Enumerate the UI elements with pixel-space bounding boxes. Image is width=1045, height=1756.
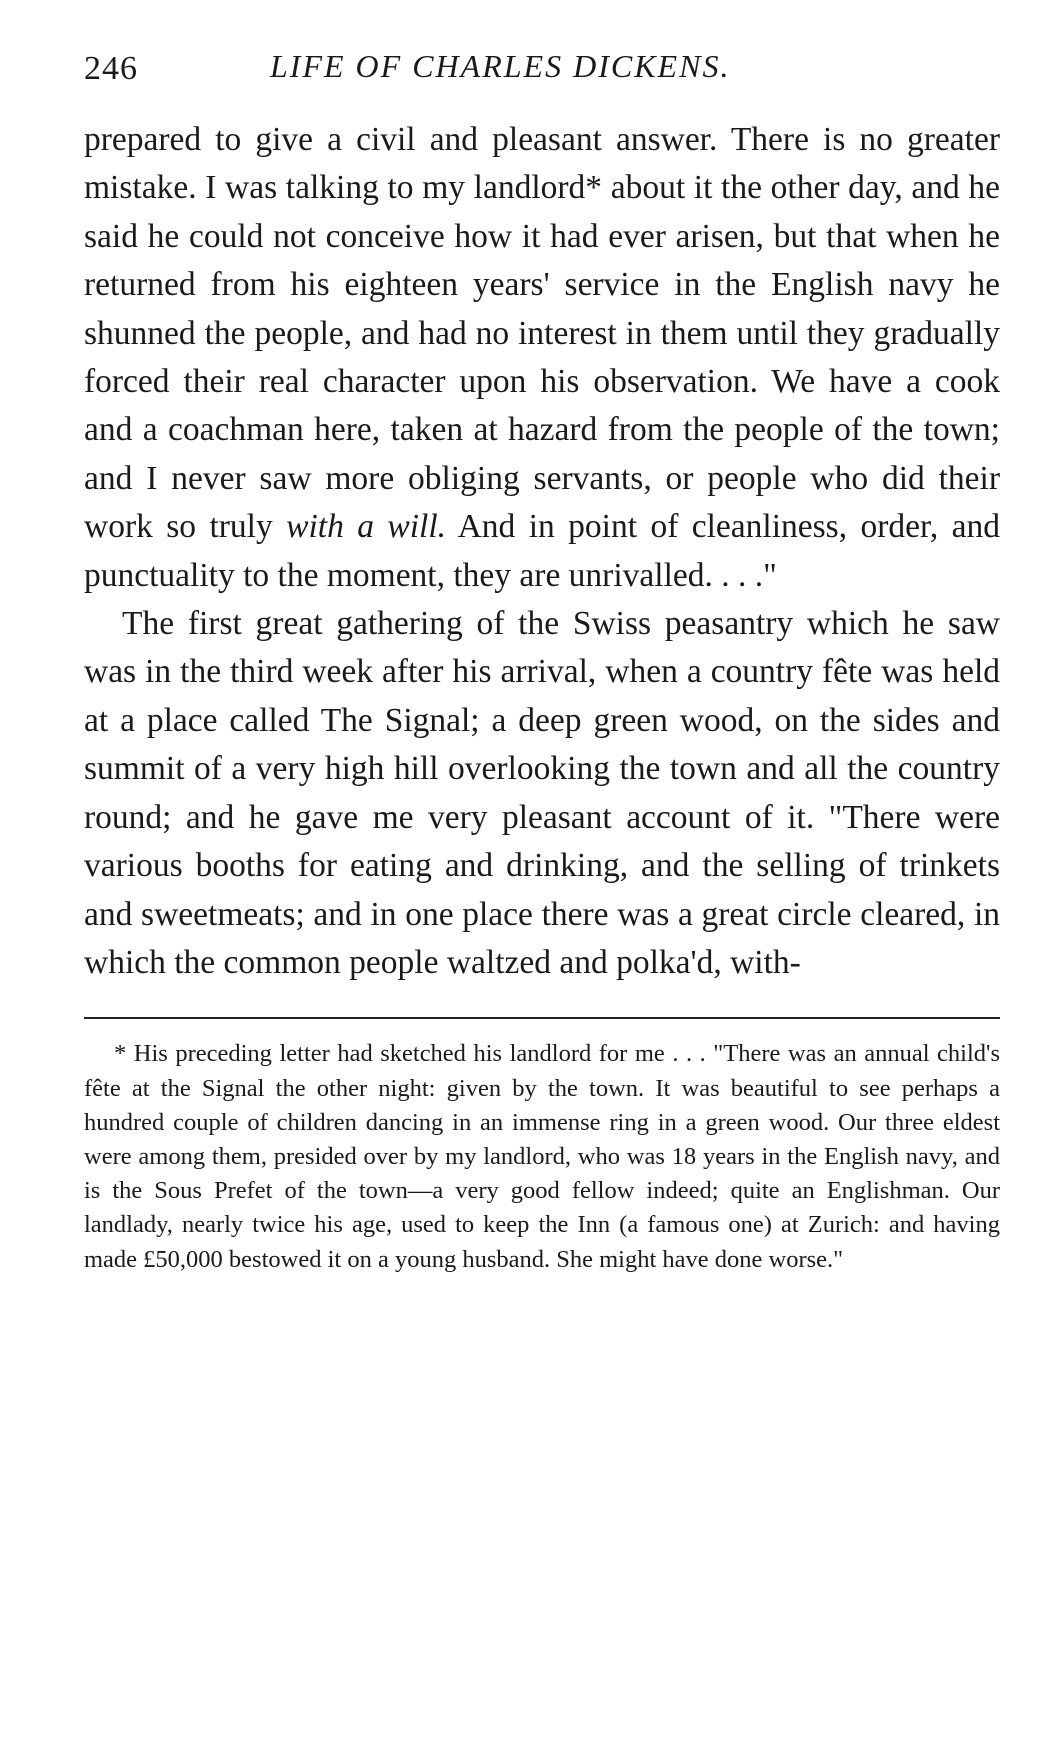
footnote-rule bbox=[84, 1017, 1000, 1019]
emphasis-text: with a will. bbox=[286, 508, 447, 546]
footnote: * His preceding letter had sketched his landlord for me . . . "There was an annual child's fête at the Signal the other night: given by the town. It was beautiful to see perhaps a hundred couple of children dancing in an immense ring in a green wood. Our three eldest were among them, presided over by my landlord, who was 18 years in the English navy, and is the Sous Prefet of the town—a very good fellow indeed; quite an Englishman. Our landlady, nearly twice his age, used to keep the Inn (a famous one) at Zurich: and having made £50,000 bestowed it on a young husband. She might have done worse." bbox=[84, 1040, 1000, 1273]
main-text bbox=[84, 116, 1000, 987]
paragraph-continued bbox=[84, 116, 1000, 600]
page-number: 246 bbox=[84, 50, 138, 87]
paragraph: The first great gathering of the Swiss peasantry which he saw was in the third week after his arrival, when a country fête was held at a place called The Signal; a deep green wood, on the sides and summit of a very high hill overlooking the town and all the country round; and he gave me very pleasant account of it. "There were various booths for eating and drinking, and the selling of trinkets and sweetmeats; and in one place there was a great circle cleared, in which the common people waltzed and polka'd, with- bbox=[84, 605, 1000, 981]
running-title: LIFE OF CHARLES DICKENS. bbox=[270, 48, 731, 84]
paragraph-text: And in point of cleanliness, order, and punctuality to the moment, they are unrivalled. . . ." bbox=[84, 508, 1000, 594]
running-head bbox=[84, 40, 1000, 100]
paragraph-text: prepared to give a civil and pleasant answer. There is no greater mistake. I was talking to my landlord* about it the other day, and he said he could not conceive how it had ever arisen, but that when he returned from his eighteen years' service in the English navy he shunned the people, and had no interest in them until they gradually forced their real character upon his observation. We have a cook and a coachman here, taken at hazard from the people of the town; and I never saw more obliging servants, or people who did their work so truly bbox=[84, 121, 1000, 546]
book-page bbox=[84, 40, 1000, 1720]
